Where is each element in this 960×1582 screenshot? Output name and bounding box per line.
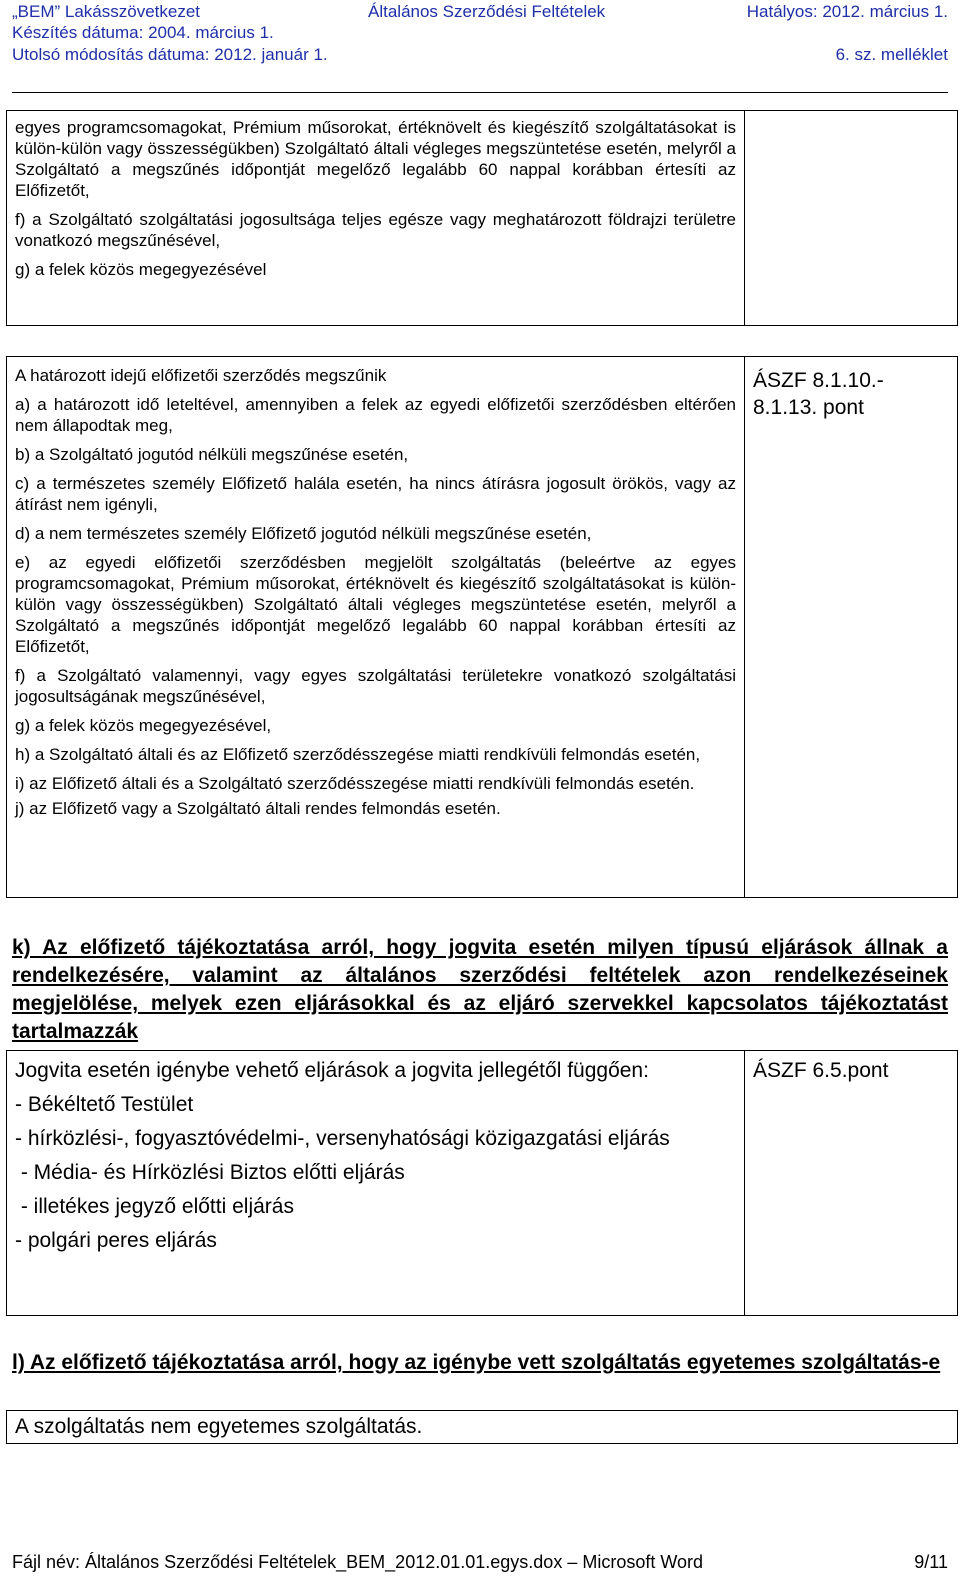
paragraph: i) az Előfizető általi és a Szolgáltató szerződésszegése miatti rendkívüli felmondás esetén. bbox=[15, 774, 695, 793]
paragraph: d) a nem természetes személy Előfizető jogutód nélküli megszűnése esetén, bbox=[15, 524, 592, 543]
paragraph: A határozott idejű előfizetői szerződés megszűnik bbox=[15, 366, 387, 385]
block1-reference-cell bbox=[745, 111, 957, 325]
list-item: - illetékes jegyző előtti eljárás bbox=[15, 1195, 294, 1218]
effective-date: Hatályos: 2012. március 1. bbox=[746, 2, 948, 21]
header-row-2 bbox=[12, 23, 948, 43]
list-item: - polgári peres eljárás bbox=[15, 1229, 217, 1252]
footer-filename: Fájl név: Általános Szerződési Feltételek_BEM_2012.01.01.egys.dox – Microsoft Word bbox=[12, 1552, 704, 1572]
annex-label: 6. sz. melléklet bbox=[835, 45, 948, 64]
page-footer bbox=[12, 1551, 948, 1573]
table-block-k bbox=[6, 1050, 958, 1316]
section-reference: ÁSZF 6.5.pont bbox=[753, 1059, 889, 1082]
modification-date: Utolsó módosítás dátuma: 2012. január 1. bbox=[12, 45, 328, 64]
list-item: - Békéltető Testület bbox=[15, 1093, 194, 1116]
paragraph: Jogvita esetén igénybe vehető eljárások a jogvita jellegétől függően: bbox=[15, 1059, 649, 1082]
table-block-1 bbox=[6, 110, 958, 326]
creation-date: Készítés dátuma: 2004. március 1. bbox=[12, 23, 274, 42]
block1-content-cell bbox=[7, 111, 745, 325]
section-k-reference-cell bbox=[745, 1051, 957, 1315]
paragraph: j) az Előfizető vagy a Szolgáltató általi rendes felmondás esetén. bbox=[15, 799, 501, 818]
paragraph: g) a felek közös megegyezésével bbox=[15, 260, 267, 279]
section-l-heading-text: l) Az előfizető tájékoztatása arról, hogy az igénybe vett szolgáltatás egyetemes szolgáltatás-e bbox=[12, 1351, 941, 1374]
table-block-l bbox=[6, 1410, 958, 1444]
section-k-heading-text: k) Az előfizető tájékoztatása arról, hogy jogvita esetén milyen típusú eljárások állnak a rendelkezésére, valamint az általános szerződési feltételek azon rendelkezéseinek megjelölése, melyek ezen eljárásokkal és az eljáró szervekkel kapcsolatos tájékoztatást tartalmazzák bbox=[12, 936, 948, 1043]
section-l-text: A szolgáltatás nem egyetemes szolgáltatás. bbox=[15, 1415, 423, 1438]
paragraph: e) az egyedi előfizetői szerződésben megjelölt szolgáltatás (beleértve az egyes programcsomagokat, Prémium műsorokat, értéknövelt és kiegészítő szolgáltatásokat is külön-külön vagy összességükben) Szolgáltató általi végleges megszüntetése esetén, melyről a Szolgáltató a megszűnés időpontját megelőző legalább 60 nappal korábban értesíti az Előfizetőt, bbox=[15, 553, 736, 656]
paragraph: g) a felek közös megegyezésével, bbox=[15, 716, 272, 735]
list-item: - Média- és Hírközlési Biztos előtti eljárás bbox=[15, 1161, 405, 1184]
section-reference: ÁSZF 8.1.10.- 8.1.13. pont bbox=[753, 369, 884, 419]
list-item: - hírközlési-, fogyasztóvédelmi-, versenyhatósági közigazgatási eljárás bbox=[15, 1127, 670, 1150]
paragraph: a) a határozott idő leteltével, amennyiben a felek az egyedi előfizetői szerződésben eltérően nem állapodtak meg, bbox=[15, 395, 736, 435]
block2-reference-cell bbox=[745, 357, 957, 897]
section-k-heading bbox=[12, 934, 948, 1046]
paragraph: b) a Szolgáltató jogutód nélküli megszűnése esetén, bbox=[15, 445, 409, 464]
block2-text bbox=[15, 365, 736, 819]
section-k-text bbox=[15, 1057, 736, 1255]
paragraph: f) a Szolgáltató szolgáltatási jogosultsága teljes egésze vagy meghatározott földrajzi területre vonatkozó megszűnésével, bbox=[15, 210, 736, 250]
table-block-2 bbox=[6, 356, 958, 898]
header-row-3 bbox=[12, 45, 948, 65]
organization-name: „BEM” Lakásszövetkezet bbox=[12, 2, 201, 21]
paragraph: h) a Szolgáltató általi és az Előfizető szerződésszegése miatti rendkívüli felmondás esetén, bbox=[15, 745, 701, 764]
block2-content-cell bbox=[7, 357, 745, 897]
page-number: 9/11 bbox=[914, 1552, 948, 1572]
section-l-heading bbox=[12, 1348, 948, 1377]
paragraph: f) a Szolgáltató valamennyi, vagy egyes szolgáltatási területekre vonatkozó szolgáltatási jogosultságának megszűnésével, bbox=[15, 666, 736, 706]
paragraph: c) a természetes személy Előfizető halála esetén, ha nincs átírásra jogosult örökös, vagy az átírást nem igényli, bbox=[15, 474, 736, 514]
header-row-1 bbox=[12, 2, 948, 22]
paragraph: egyes programcsomagokat, Prémium műsorokat, értéknövelt és kiegészítő szolgáltatásokat is külön-külön vagy összességükben) Szolgáltató általi végleges megszüntetése esetén, melyről a Szolgáltató a megszűnés időpontját megelőző legalább 60 nappal korábban értesíti az Előfizetőt, bbox=[15, 118, 736, 200]
page-header bbox=[12, 0, 948, 93]
block1-text bbox=[15, 117, 736, 280]
section-k-content-cell bbox=[7, 1051, 745, 1315]
document-title: Általános Szerződési Feltételek bbox=[368, 2, 606, 21]
